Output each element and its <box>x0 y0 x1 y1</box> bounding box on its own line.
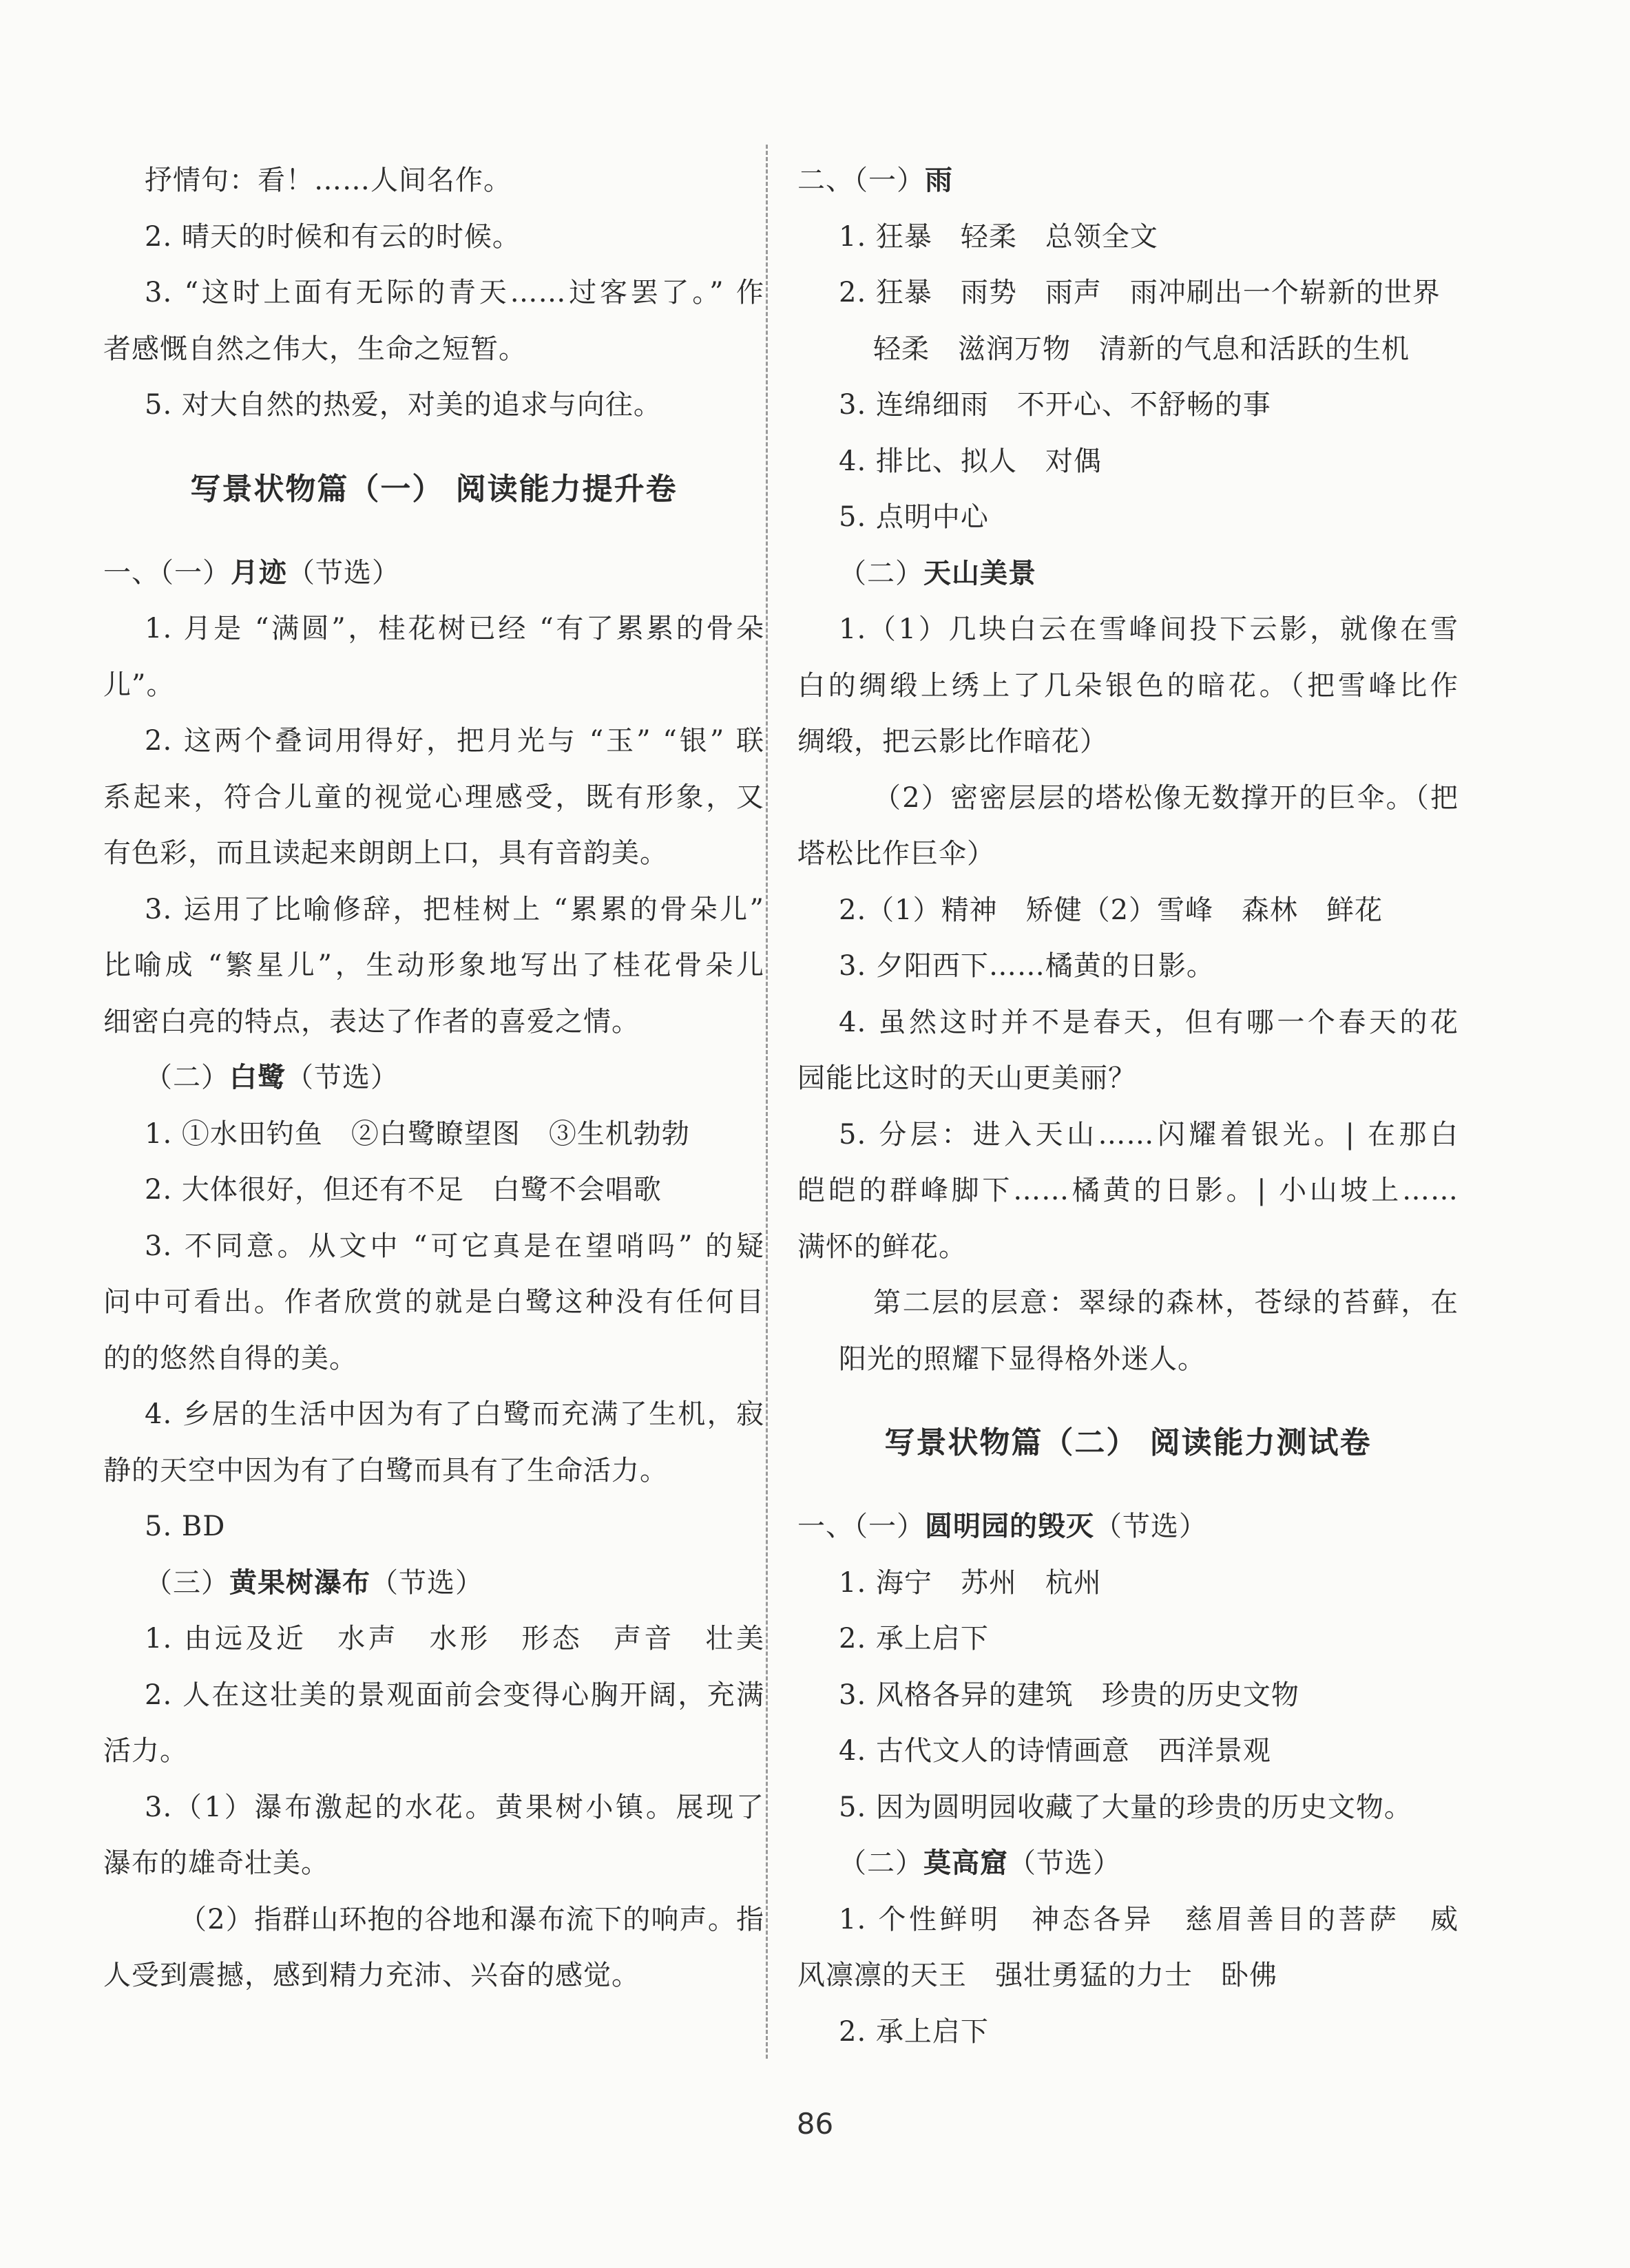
answer-line: 4. 乡居的生活中因为有了白鹭而充满了生机，寂 <box>145 1398 764 1430</box>
subsection-prefix: 一、（一） <box>103 556 231 589</box>
answer-line: 第二层的层意：翠绿的森林，苍绿的苔藓，在 <box>873 1287 1459 1319</box>
answer-line: 活力。 <box>103 1735 188 1767</box>
answer-line: 5. 对大自然的热爱，对美的追求与向往。 <box>145 389 662 421</box>
answer-line: 皑皑的群峰脚下……橘黄的日影。| 小山坡上…… <box>797 1175 1459 1206</box>
answer-line: 2. 这两个叠词用得好，把月光与 “玉” “银” 联 <box>145 725 764 757</box>
answer-line: 白的绸缎上绣上了几朵银色的暗花。（把雪峰比作 <box>797 669 1459 702</box>
answer-line: 风凛凛的天王 强壮勇猛的力士 卧佛 <box>797 1960 1277 1991</box>
answer-line: 者感慨自然之伟大，生命之短暂。 <box>103 333 527 365</box>
answer-line: 1. 海宁 苏州 杭州 <box>839 1566 1102 1599</box>
answer-line: 5. BD <box>145 1511 226 1542</box>
column-divider <box>766 145 768 2059</box>
subsection-prefix: （三） <box>145 1566 229 1599</box>
answer-line: 瀑布的雄奇壮美。 <box>103 1847 329 1879</box>
right-column <box>797 153 1459 2060</box>
answer-line: 问中可看出。作者欣赏的就是白鹭这种没有任何目 <box>103 1286 764 1318</box>
answer-line: 塔松比作巨伞） <box>797 838 995 870</box>
answer-line: 2. 晴天的时候和有云的时候。 <box>145 220 521 253</box>
subsection-name: 圆明园的毁灭 <box>925 1511 1094 1542</box>
subsection-prefix: 一、（一） <box>797 1511 925 1542</box>
answer-line: 4. 古代文人的诗情画意 西洋景观 <box>839 1735 1271 1767</box>
subsection-title <box>797 1836 1459 1892</box>
subsection-title <box>103 545 764 602</box>
subsection-name: 白鹭 <box>229 1062 286 1093</box>
answer-line: 儿”。 <box>103 669 175 701</box>
answer-line: 1. 个性鲜明 神态各异 慈眉善目的菩萨 威 <box>839 1903 1459 1935</box>
section-heading: 写景状物篇（一） 阅读能力提升卷 <box>190 471 678 507</box>
subsection-suffix: （节选） <box>1094 1511 1207 1542</box>
answer-line: 1. 月是 “满圆”，桂花树已经 “有了累累的骨朵 <box>145 613 764 644</box>
section-heading: 写景状物篇（二） 阅读能力测试卷 <box>884 1425 1372 1460</box>
answer-line: 3. 夕阳西下……橘黄的日影。 <box>839 950 1215 982</box>
subsection-title <box>797 1499 1459 1555</box>
subsection-prefix: （二） <box>145 1062 229 1093</box>
answer-line: 轻柔 滋润万物 清新的气息和活跃的生机 <box>873 333 1410 365</box>
subsection-name: 天山美景 <box>923 557 1036 589</box>
answer-line: 人受到震撼，感到精力充沛、兴奋的感觉。 <box>103 1960 640 1991</box>
subsection-name: 月迹 <box>231 556 287 589</box>
answer-line: 阳光的照耀下显得格外迷人。 <box>839 1343 1206 1375</box>
subsection-prefix: 二、（一） <box>797 165 925 196</box>
answer-line: 1. ①水田钓鱼 ②白鹭瞭望图 ③生机勃勃 <box>145 1117 690 1150</box>
subsection-title <box>797 546 1459 602</box>
answer-line: 3. 不同意。从文中 “可它真是在望哨吗” 的疑 <box>145 1230 764 1262</box>
answer-line: 比喻成 “繁星儿”，生动形象地写出了桂花骨朵儿 <box>103 949 764 981</box>
answer-line: 4. 虽然这时并不是春天，但有哪一个春天的花 <box>839 1006 1459 1038</box>
answer-line: 有色彩，而且读起来朗朗上口，具有音韵美。 <box>103 837 668 869</box>
answer-line: 3. “这时上面有无际的青天……过客罢了。” 作 <box>145 277 764 308</box>
answer-line: 2. 承上启下 <box>839 2015 989 2048</box>
answer-line: 2. 承上启下 <box>839 1623 989 1655</box>
answer-line: 2. 狂暴 雨势 雨声 雨冲刷出一个崭新的世界 <box>839 277 1441 308</box>
answer-line: （2）指群山环抱的谷地和瀑布流下的响声。指 <box>179 1903 764 1935</box>
subsection-title <box>103 1555 764 1612</box>
answer-line: 4. 排比、拟人 对偶 <box>839 445 1102 477</box>
answer-line: 3. 风格各异的建筑 珍贵的历史文物 <box>839 1679 1299 1711</box>
answer-line: 5. 点明中心 <box>839 501 989 533</box>
subsection-name: 雨 <box>925 165 953 196</box>
answer-line: 的的悠然自得的美。 <box>103 1342 357 1374</box>
answer-line: 3. 运用了比喻修辞，把桂树上 “累累的骨朵儿” <box>145 893 764 925</box>
answer-line: 1. 狂暴 轻柔 总领全文 <box>839 220 1158 253</box>
answer-line: 3.（1）瀑布激起的水花。黄果树小镇。展现了 <box>145 1791 764 1823</box>
answer-line: 3. 连绵细雨 不开心、不舒畅的事 <box>839 389 1271 421</box>
subsection-prefix: （二） <box>839 557 923 589</box>
answer-line: 5. 分层：进入天山……闪耀着银光。| 在那白 <box>839 1118 1459 1151</box>
answer-line: 系起来，符合儿童的视觉心理感受，既有形象，又 <box>103 781 764 813</box>
subsection-title <box>103 1050 764 1106</box>
subsection-title <box>797 153 1459 209</box>
subsection-suffix: （节选） <box>287 556 400 589</box>
left-column <box>103 153 764 2004</box>
answer-line: 满怀的鲜花。 <box>797 1230 967 1263</box>
subsection-suffix: （节选） <box>370 1566 483 1599</box>
subsection-prefix: （二） <box>839 1847 923 1879</box>
answer-line: 2. 大体很好，但还有不足 白鹭不会唱歌 <box>145 1174 662 1206</box>
subsection-name: 黄果树瀑布 <box>229 1566 370 1599</box>
answer-line: 细密白亮的特点，表达了作者的喜爱之情。 <box>103 1005 640 1038</box>
answer-line: 1.（1）几块白云在雪峰间投下云影，就像在雪 <box>839 613 1459 645</box>
answer-line: 5. 因为圆明园收藏了大量的珍贵的历史文物。 <box>839 1791 1412 1823</box>
subsection-name: 莫高窟 <box>923 1847 1008 1879</box>
answer-line: 2. 人在这壮美的景观面前会变得心胸开阔，充满 <box>145 1679 764 1711</box>
subsection-suffix: （节选） <box>1008 1847 1121 1879</box>
subsection-suffix: （节选） <box>286 1062 399 1093</box>
answer-line: 绸缎，把云影比作暗花） <box>797 726 1108 757</box>
answer-line: 抒情句：看！……人间名作。 <box>145 165 512 196</box>
answer-line: 1. 由远及近 水声 水形 形态 声音 壮美 <box>145 1623 764 1655</box>
page-number: 86 <box>796 2107 834 2141</box>
answer-line: 2.（1）精神 矫健（2）雪峰 森林 鲜花 <box>839 894 1383 926</box>
answer-line: （2）密密层层的塔松像无数撑开的巨伞。（把 <box>873 781 1459 814</box>
answer-line: 静的天空中因为有了白鹭而具有了生命活力。 <box>103 1454 668 1487</box>
answer-line: 园能比这时的天山更美丽？ <box>797 1062 1136 1094</box>
